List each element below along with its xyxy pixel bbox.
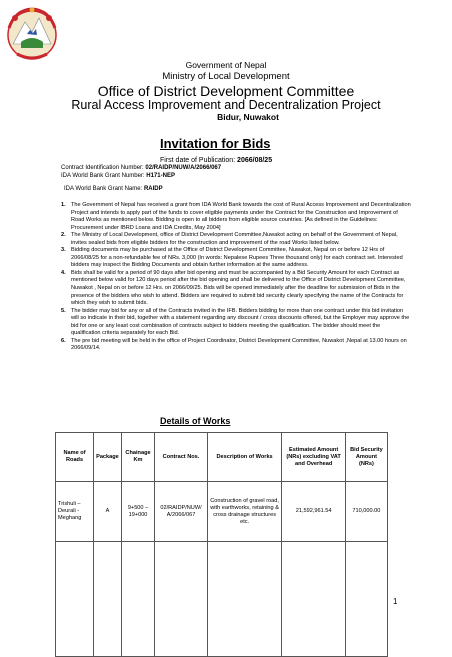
- list-item: 2. The Ministry of Local Development, office of District Development Committee,Nuwakot acting on behalf of the Government of Nepal, invites sealed bids from eligible bidders for the construction and improvement of the road Works listed below.: [61, 232, 398, 246]
- publication-label: First date of Publication:: [160, 157, 236, 164]
- table-cell-empty: [121, 542, 154, 657]
- column-header: Package: [94, 433, 122, 482]
- table-cell: 710,000.00: [345, 482, 387, 542]
- table-row: [56, 482, 388, 542]
- column-header: Contract Nos.: [155, 433, 208, 482]
- contract-id-line: [61, 165, 221, 171]
- government-name: Government of Nepal: [185, 60, 267, 70]
- column-header: Chainage Km: [121, 433, 154, 482]
- table-cell-empty: [94, 542, 122, 657]
- bid-instructions-list: [61, 202, 411, 353]
- table-row-empty: [56, 542, 388, 657]
- grant-name-label: IDA World Bank Grant Name:: [64, 186, 143, 192]
- column-header: Name of Roads: [56, 433, 94, 482]
- table-cell-empty: [155, 542, 208, 657]
- list-item: 3. Bidding documents may be purchased at the Office of District Development Committee, Nuwakot, Nepal on or before 12 Hrs of 2066/08/25 for a non-refundable fee of NRs. 3,000 (In words: Nepalese Rupees Three thousand only) for each contract set. Interested bidders may inspect the Bidding Documents and obtain further information at the same address.: [61, 247, 403, 269]
- grant-number-label: IDA World Bank Grant Number:: [61, 173, 145, 179]
- table-cell: Construction of gravel road, with earthworks, retaining & cross drainage structures etc.: [207, 482, 282, 542]
- table-cell-empty: [207, 542, 282, 657]
- table-cell: 02/RAIDP/NUW/ A/2066/067: [155, 482, 208, 542]
- page-number: 1: [393, 597, 398, 606]
- table-cell-empty: [282, 542, 345, 657]
- office-location: Bidur, Nuwakot: [217, 112, 279, 122]
- table-cell: A: [94, 482, 122, 542]
- table-cell: 9+500 – 19+000: [121, 482, 154, 542]
- grant-name-line: [64, 186, 163, 192]
- document-title: Invitation for Bids: [160, 136, 271, 151]
- table-cell-empty: [345, 542, 387, 657]
- grant-number-line: [61, 173, 175, 179]
- office-name: Office of District Development Committee: [97, 83, 355, 99]
- list-item: 4. Bids shall be valid for a period of 90 days after bid opening and must be accompanied by a Bid Security Amount for each Contract as mentioned below valid for 120 days period after the bid opening and shall be delivered to the Office of District Development Committee, Nuwakot , Nepal on or before 12 Hrs. on 2066/09/25. Bids will be opened immediately after the deadline for submission of Bids in the presence of the bidders who wish to attend. Bidders are required to submit bid security clearly specifying the name of the Contracts for which they wish to submit bids.: [61, 269, 406, 307]
- column-header: Estimated Amount (NRs) excluding VAT and Overhead: [282, 433, 345, 482]
- table-header-row: [56, 433, 388, 482]
- contract-id-value: 02/RAIDP/NUW/A/2066/067: [145, 165, 222, 171]
- column-header: Bid Security Amount (NRs): [345, 433, 387, 482]
- column-header: Description of Works: [207, 433, 282, 482]
- list-item: 5. The bidder may bid for any or all of the Contracts invited in the IFB. Bidders bidding for more than one contract under this bid invitation will so indicate in their bid, together with a statement regarding any discount / cross discounts offered, but the Employer may approve the bid for one or any least cost combination of contracts subject to bidders meeting the qualification. The bidder should meet the qualification criteria separately for each Bid.: [61, 307, 410, 337]
- ministry-name: Ministry of Local Development: [162, 71, 290, 82]
- nepal-emblem-logo: [3, 4, 61, 62]
- grant-name-value: RAIDP: [143, 186, 163, 192]
- project-name: Rural Access Improvement and Decentralization Project: [71, 98, 381, 112]
- table-cell: Trishuli – Deurali - Meghang: [56, 482, 94, 542]
- publication-date: 2066/08/25: [237, 157, 273, 164]
- grant-number-value: H171-NEP: [146, 173, 175, 179]
- list-item: 1. The Government of Nepal has received a grant from IDA World Bank towards the cost of Rural Access Improvement and Decentralization Project and intends to apply part of the funds to cover eligible payments under the Contract for the Construction and Improvement of Road Works as mentioned below. Bidding is open to all bidders from eligible source countries. [As defined in the Guidelines: Procurement under IBRD Loans and IDA Credits, May 2004]: [61, 202, 411, 231]
- publication-line: [160, 157, 272, 164]
- works-table: [55, 432, 388, 657]
- table-cell-empty: [56, 542, 94, 657]
- table-cell: 21,592,961.54: [282, 482, 345, 542]
- list-item: 6. The pre bid meeting will be held in the office of Project Coordinator, District Development Committee, Nuwakot ,Nepal at 13.00 hours on 2066/09/14.: [61, 337, 407, 352]
- details-heading: Details of Works: [160, 416, 231, 426]
- contract-id-label: Contract Identification Number:: [61, 165, 144, 171]
